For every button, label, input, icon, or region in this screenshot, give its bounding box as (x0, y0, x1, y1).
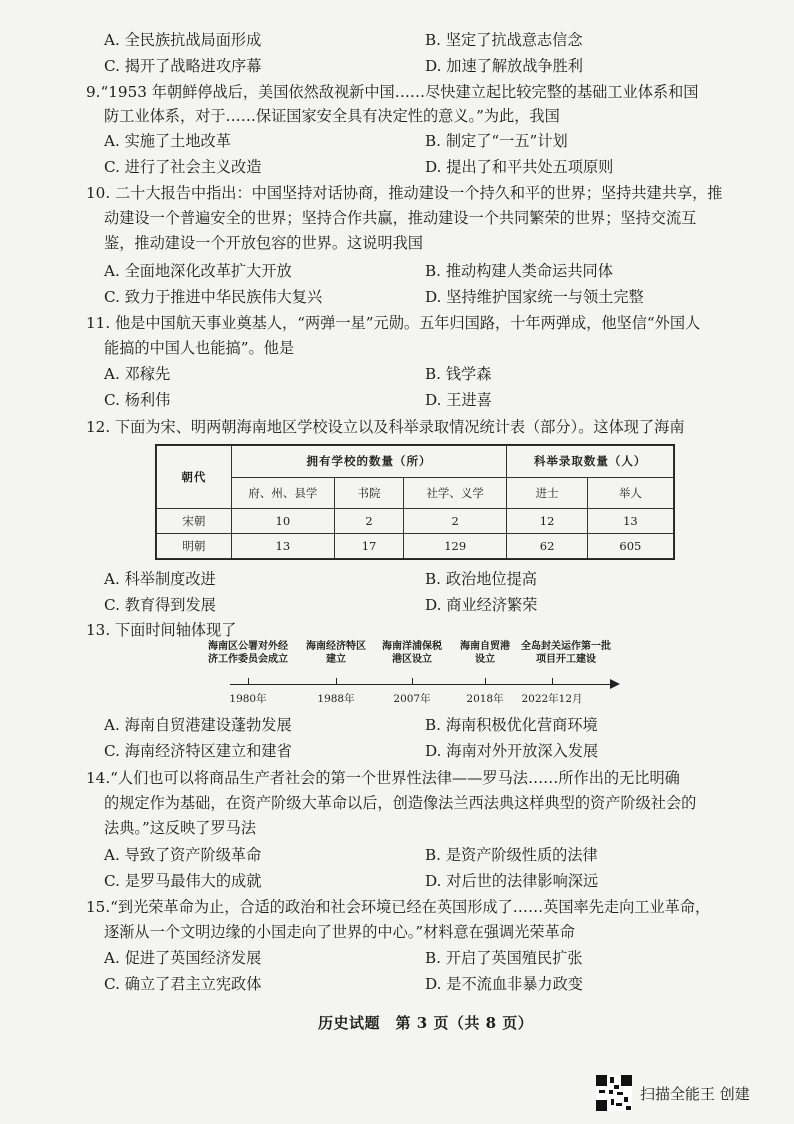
table-cell: 129 (403, 534, 506, 559)
q9-option-c[interactable]: C. 进行了社会主义改造 (104, 158, 262, 176)
q9-stem-line2: 防工业体系，对于……保证国家安全具有决定性的意义。”为此，我国 (104, 107, 560, 125)
q14-option-c[interactable]: C. 是罗马最伟大的成就 (104, 872, 262, 890)
q14-stem-line3: 法典。”这反映了罗马法 (104, 819, 257, 837)
q14-option-d[interactable]: D. 对后世的法律影响深远 (425, 872, 599, 890)
timeline-tick (412, 678, 413, 685)
hainan-timeline (200, 640, 630, 710)
scanner-watermark: 扫描全能王 创建 (640, 1085, 750, 1103)
q13-option-b[interactable]: B. 海南积极优化营商环境 (425, 716, 598, 734)
q9-option-b[interactable]: B. 制定了“一五”计划 (425, 132, 568, 150)
timeline-event: 海南自贸港 设立 (460, 641, 510, 665)
q13-stem-line1: 13. 下面时间轴体现了 (86, 621, 237, 639)
q12-option-d[interactable]: D. 商业经济繁荣 (425, 596, 538, 614)
q8-option-b[interactable]: B. 坚定了抗战意志信念 (425, 31, 583, 49)
timeline-year: 2022年12月 (521, 693, 583, 705)
table-cell: 17 (335, 534, 404, 559)
q13-option-c[interactable]: C. 海南经济特区建立和建省 (104, 742, 292, 760)
table-cell: 62 (507, 534, 587, 559)
table-header-dynasty: 朝代 (157, 446, 232, 509)
page-footer: 历史试题 第 3 页（共 8 页） (318, 1014, 534, 1032)
timeline-year: 2007年 (393, 693, 431, 705)
q15-option-b[interactable]: B. 开启了英国殖民扩张 (425, 949, 583, 967)
timeline-year: 1980年 (229, 693, 267, 705)
q14-option-b[interactable]: B. 是资产阶级性质的法律 (425, 846, 598, 864)
timeline-event: 全岛封关运作第一批 项目开工建设 (521, 641, 611, 665)
q11-option-b[interactable]: B. 钱学森 (425, 365, 492, 383)
q10-option-b[interactable]: B. 推动构建人类命运共同体 (425, 262, 613, 280)
table-header-exam: 科举录取数量（人） (507, 446, 674, 478)
table-row-label: 宋朝 (157, 509, 232, 534)
q9-stem-line1: 9.“1953 年朝鲜停战后，美国依然敌视新中国……尽快建立起比较完整的基础工业体系和国 (86, 83, 699, 101)
table-cell: 2 (403, 509, 506, 534)
table-cell: 12 (507, 509, 587, 534)
q8-option-d[interactable]: D. 加速了解放战争胜利 (425, 57, 583, 75)
q12-stem-line1: 12. 下面为宋、明两朝海南地区学校设立以及科举录取情况统计表（部分）。这体现了海南 (86, 418, 685, 436)
timeline-event: 海南区公署对外经 济工作委员会成立 (208, 641, 288, 665)
q10-stem-line3: 鉴，推动建设一个开放包容的世界。这说明我国 (104, 234, 423, 252)
q11-stem-line2: 能搞的中国人也能搞”。他是 (104, 339, 295, 357)
table-subheader: 书院 (335, 477, 404, 509)
table-cell: 13 (587, 509, 673, 534)
table-subheader: 进士 (507, 477, 587, 509)
q13-option-a[interactable]: A. 海南自贸港建设蓬勃发展 (104, 716, 292, 734)
timeline-year: 1988年 (317, 693, 355, 705)
q9-option-a[interactable]: A. 实施了土地改革 (104, 132, 231, 150)
timeline-event: 海南经济特区 建立 (306, 641, 366, 665)
q14-stem-line2: 的规定作为基础，在资产阶级大革命以后，创造像法兰西法典这样典型的资产阶级社会的 (104, 794, 697, 812)
q10-option-c[interactable]: C. 致力于推进中华民族伟大复兴 (104, 288, 323, 306)
timeline-tick (248, 678, 249, 685)
timeline-axis (230, 684, 614, 685)
school-statistics-table (155, 444, 675, 560)
timeline-event: 海南洋浦保税 港区设立 (382, 641, 442, 665)
timeline-tick (552, 678, 553, 685)
q10-option-a[interactable]: A. 全面地深化改革扩大开放 (104, 262, 292, 280)
timeline-tick (336, 678, 337, 685)
q12-option-a[interactable]: A. 科举制度改进 (104, 570, 216, 588)
table-cell: 2 (335, 509, 404, 534)
arrow-right-icon (610, 679, 620, 689)
q14-option-a[interactable]: A. 导致了资产阶级革命 (104, 846, 262, 864)
timeline-year: 2018年 (466, 693, 504, 705)
q11-stem-line1: 11. 他是中国航天事业奠基人，“两弹一星”元勋。五年归国路，十年两弹成，他坚信“外国人 (86, 314, 701, 332)
table-cell: 605 (587, 534, 673, 559)
table-header-schools: 拥有学校的数量（所） (231, 446, 507, 478)
q8-option-c[interactable]: C. 揭开了战略进攻序幕 (104, 57, 262, 75)
q10-option-d[interactable]: D. 坚持维护国家统一与领土完整 (425, 288, 644, 306)
table-cell: 13 (231, 534, 334, 559)
q13-option-d[interactable]: D. 海南对外开放深入发展 (425, 742, 599, 760)
table-row-label: 明朝 (157, 534, 232, 559)
q11-option-c[interactable]: C. 杨利伟 (104, 391, 171, 409)
q15-stem-line2: 逐渐从一个文明边缘的小国走向了世界的中心。”材料意在强调光荣革命 (104, 923, 575, 941)
q15-stem-line1: 15.“到光荣革命为止，合适的政治和社会环境已经在英国形成了……英国率先走向工业革命， (86, 898, 711, 916)
table-subheader: 举人 (587, 477, 673, 509)
q14-stem-line1: 14.“人们也可以将商品生产者社会的第一个世界性法律——罗马法……所作出的无比明确 (86, 769, 680, 787)
q12-option-b[interactable]: B. 政治地位提高 (425, 570, 537, 588)
q8-option-a[interactable]: A. 全民族抗战局面形成 (104, 31, 262, 49)
table-subheader: 社学、义学 (403, 477, 506, 509)
q9-option-d[interactable]: D. 提出了和平共处五项原则 (425, 158, 614, 176)
q11-option-d[interactable]: D. 王进喜 (425, 391, 492, 409)
table-row (157, 509, 674, 534)
timeline-tick (485, 678, 486, 685)
q10-stem-line1: 10. 二十大报告中指出：中国坚持对话协商，推动建设一个持久和平的世界；坚持共建共享，推 (86, 184, 723, 202)
qr-code-icon (596, 1075, 632, 1111)
q10-stem-line2: 动建设一个普遍安全的世界；坚持合作共赢，推动建设一个共同繁荣的世界；坚持交流互 (104, 209, 697, 227)
table-subheader: 府、州、县学 (231, 477, 334, 509)
q15-option-d[interactable]: D. 是不流血非暴力政变 (425, 975, 583, 993)
q15-option-a[interactable]: A. 促进了英国经济发展 (104, 949, 262, 967)
q15-option-c[interactable]: C. 确立了君主立宪政体 (104, 975, 262, 993)
q12-option-c[interactable]: C. 教育得到发展 (104, 596, 216, 614)
table-cell: 10 (231, 509, 334, 534)
table-row (157, 534, 674, 559)
q11-option-a[interactable]: A. 邓稼先 (104, 365, 171, 383)
